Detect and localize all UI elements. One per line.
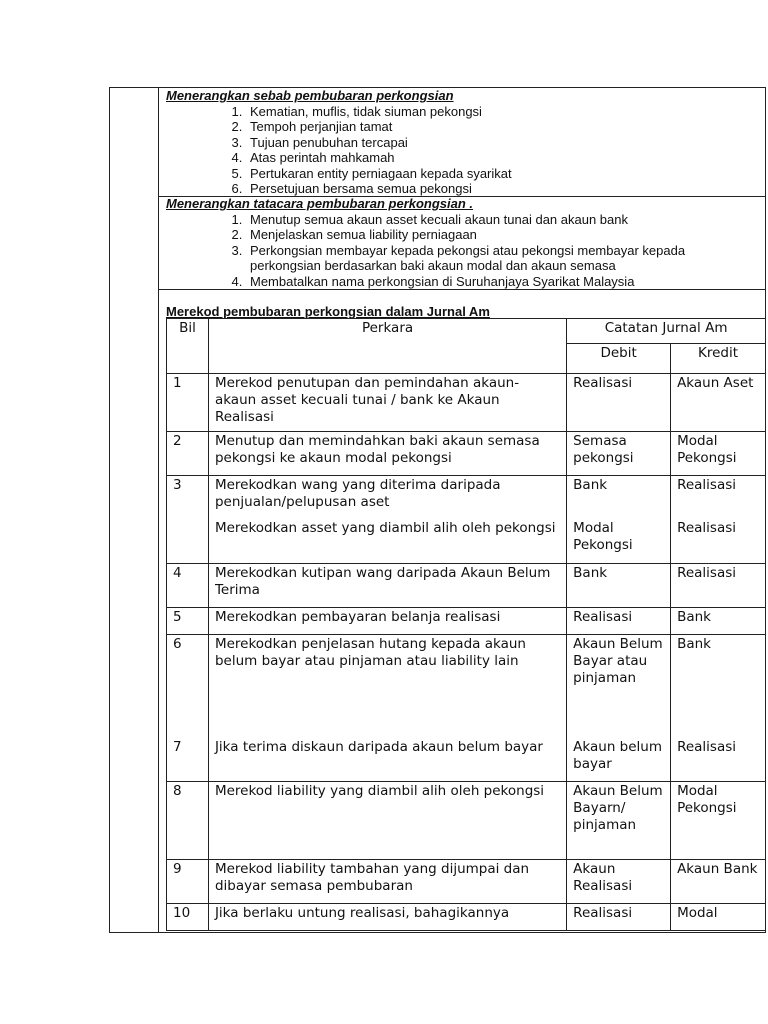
cell-kredit: Modal Pekongsi <box>671 782 766 860</box>
cell-bil: 1 <box>167 374 209 432</box>
cell-debit <box>567 476 671 564</box>
section-heading: Menerangkan sebab pembubaran perkongsian <box>166 88 454 103</box>
left-column-divider <box>158 88 159 932</box>
list-item: 1. Kematian, muflis, tidak siuman pekongsi <box>246 104 760 120</box>
cell-perkara: Merekod penutupan dan pemindahan akaun-akaun asset kecuali tunai / bank ke Akaun Realisasi <box>208 374 566 432</box>
cell-kredit <box>671 476 766 564</box>
cell-perkara: Merekod liability yang diambil alih oleh pekongsi <box>208 782 566 860</box>
cell-kredit: Realisasi <box>671 564 766 608</box>
cell-debit: Semasa pekongsi <box>567 432 671 476</box>
cell-bil: 9 <box>167 860 209 904</box>
cell-perkara: Menutup dan memindahkan baki akaun semasa pekongsi ke akaun modal pekongsi <box>208 432 566 476</box>
reasons-list <box>166 104 760 197</box>
cell-kredit <box>671 635 766 782</box>
cell-kredit: Akaun Bank <box>671 860 766 904</box>
cell-perkara <box>208 635 566 782</box>
cell-perkara-line: Merekodkan wang yang diterima daripada penjualan/pelupusan aset <box>214 477 501 510</box>
cell-perkara-line: Jika terima diskaun daripada akaun belum bayar <box>214 739 543 755</box>
cell-perkara: Jika berlaku untung realisasi, bahagikannya <box>208 904 566 931</box>
list-item: 3. Perkongsian membayar kepada pekongsi atau pekongsi membayar kepada perkongsian berdasarkan baki akaun modal dan akaun semasa <box>246 243 728 274</box>
cell-perkara <box>208 476 566 564</box>
cell-kredit: Modal <box>671 904 766 931</box>
cell-bil-line: 6 <box>173 636 182 652</box>
cell-debit: Akaun Realisasi <box>567 860 671 904</box>
cell-debit: Realisasi <box>567 904 671 931</box>
cell-kredit-line: Realisasi <box>677 477 737 493</box>
header-catatan: Catatan Jurnal Am <box>567 319 766 344</box>
cell-bil: 8 <box>167 782 209 860</box>
procedure-list <box>166 212 728 290</box>
cell-bil-line: 7 <box>173 739 182 755</box>
cell-perkara: Merekodkan pembayaran belanja realisasi <box>208 608 566 635</box>
cell-debit <box>567 635 671 782</box>
table-row <box>167 608 766 635</box>
list-item: 2. Menjelaskan semua liability perniagaan <box>246 227 728 243</box>
cell-kredit-line: Bank <box>677 636 711 652</box>
cell-debit-line: Bank <box>573 477 608 493</box>
cell-kredit: Bank <box>671 608 766 635</box>
table-row <box>167 374 766 432</box>
header-perkara: Perkara <box>208 319 566 374</box>
cell-perkara-line: Merekodkan penjelasan hutang kepada akaun belum bayar atau pinjaman atau liability lain <box>214 636 526 669</box>
list-item: 2. Tempoh perjanjian tamat <box>246 119 760 135</box>
list-item: 1. Menutup semua akaun asset kecuali akaun tunai dan akaun bank <box>246 212 728 228</box>
table-row <box>167 782 766 860</box>
header-kredit: Kredit <box>671 344 766 374</box>
cell-bil: 5 <box>167 608 209 635</box>
cell-bil <box>167 635 209 782</box>
cell-debit: Realisasi <box>567 374 671 432</box>
list-item: 4. Membatalkan nama perkongsian di Suruhanjaya Syarikat Malaysia <box>246 274 728 290</box>
cell-bil: 10 <box>167 904 209 931</box>
list-item: 6. Persetujuan bersama semua pekongsi <box>246 181 760 197</box>
cell-debit: Bank <box>567 564 671 608</box>
list-item: 3. Tujuan penubuhan tercapai <box>246 135 760 151</box>
list-item: 5. Pertukaran entity perniagaan kepada syarikat <box>246 166 760 182</box>
cell-perkara: Merekod liability tambahan yang dijumpai dan dibayar semasa pembubaran <box>208 860 566 904</box>
list-item: 4. Atas perintah mahkamah <box>246 150 760 166</box>
table-row <box>167 635 766 782</box>
row-divider <box>158 289 765 290</box>
cell-kredit: Modal Pekongsi <box>671 432 766 476</box>
section-reasons <box>166 88 760 197</box>
table-row <box>167 432 766 476</box>
header-debit: Debit <box>567 344 671 374</box>
cell-kredit-line: Realisasi <box>677 520 737 536</box>
cell-bil: 2 <box>167 432 209 476</box>
header-bil: Bil <box>167 319 209 374</box>
cell-kredit-line: Realisasi <box>677 739 737 755</box>
cell-bil: 3 <box>167 476 209 564</box>
cell-perkara: Merekodkan kutipan wang daripada Akaun Belum Terima <box>208 564 566 608</box>
table-row <box>167 860 766 904</box>
table-row <box>167 564 766 608</box>
cell-debit: Akaun Belum Bayarn/ pinjaman <box>567 782 671 860</box>
cell-bil: 4 <box>167 564 209 608</box>
cell-debit: Realisasi <box>567 608 671 635</box>
table-row <box>167 476 766 564</box>
cell-perkara-line: Merekodkan asset yang diambil alih oleh pekongsi <box>214 520 556 536</box>
cell-debit-line: Akaun belum bayar <box>573 739 662 772</box>
cell-debit-line: Modal Pekongsi <box>573 520 633 553</box>
cell-debit-line: Akaun Belum Bayar atau pinjaman <box>573 636 663 686</box>
cell-kredit: Akaun Aset <box>671 374 766 432</box>
section-heading: Menerangkan tatacara pembubaran perkongsian . <box>166 196 474 211</box>
section-procedure <box>166 196 728 289</box>
journal-table <box>166 318 766 931</box>
section-heading: Merekod pembubaran perkongsian dalam Jurnal Am <box>166 304 490 319</box>
table-row <box>167 904 766 931</box>
